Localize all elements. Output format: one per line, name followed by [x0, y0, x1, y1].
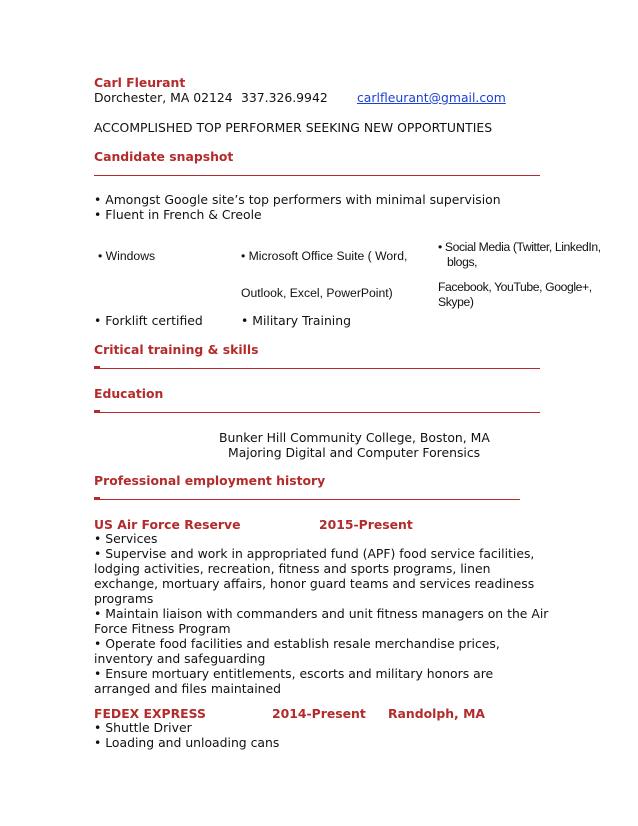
training-heading: Critical training & skills — [94, 342, 259, 357]
job-bullet: • Loading and unloading cans — [94, 735, 280, 750]
job-bullet: • Operate food facilities and establish resale merchandise prices, inventory and safeguarding — [94, 636, 500, 666]
snapshot-item: • Fluent in French & Creole — [94, 207, 262, 222]
job-bullet: • Shuttle Driver — [94, 720, 192, 735]
email-link[interactable]: carlfleurant@gmail.com — [357, 90, 506, 105]
job-bullet: • Supervise and work in appropriated fund (APF) food service facilities, lodging activities, recreation, fitness and sports programs, linen exchange, mortuary affairs, honor guard teams and services readiness programs — [94, 546, 535, 606]
job-employer: FEDEX EXPRESS — [94, 706, 206, 721]
objective-statement: ACCOMPLISHED TOP PERFORMER SEEKING NEW OPPORTUNTIES — [94, 120, 493, 135]
skill-windows: • Windows — [98, 249, 156, 263]
snapshot-divider — [94, 175, 540, 176]
skill-social-line4: Skype) — [438, 295, 474, 309]
address: Dorchester, MA 02124 — [94, 90, 233, 105]
skill-social-line2: blogs, — [447, 255, 478, 269]
education-divider — [94, 412, 540, 413]
skill-military: • Military Training — [241, 313, 351, 328]
job-bullets — [94, 531, 549, 696]
snapshot-heading: Candidate snapshot — [94, 149, 234, 164]
skill-forklift: • Forklift certified — [94, 313, 203, 328]
employment-heading: Professional employment history — [94, 473, 326, 488]
job-dates: 2014-Present — [272, 706, 366, 721]
snapshot-item: • Amongst Google site’s top performers with minimal supervision — [94, 192, 501, 207]
candidate-name: Carl Fleurant — [94, 75, 186, 90]
phone-number: 337.326.9942 — [241, 90, 328, 105]
education-heading: Education — [94, 386, 164, 401]
skill-office-line1: • Microsoft Office Suite ( Word, — [241, 249, 408, 263]
job-bullet: • Maintain liaison with commanders and unit fitness managers on the Air Force Fitness Program — [94, 606, 549, 636]
education-major: Majoring Digital and Computer Forensics — [228, 445, 481, 460]
job-dates: 2015-Present — [319, 517, 413, 532]
skill-social-media — [438, 240, 618, 310]
education-school: Bunker Hill Community College, Boston, MA — [219, 430, 490, 445]
job-location: Randolph, MA — [388, 706, 485, 721]
employment-divider — [94, 499, 520, 500]
training-divider — [94, 368, 540, 369]
skill-office-line2: Outlook, Excel, PowerPoint) — [241, 286, 393, 300]
job-bullet: • Services — [94, 531, 158, 546]
job-employer: US Air Force Reserve — [94, 517, 241, 532]
skill-social-line1: • Social Media (Twitter, LinkedIn, — [438, 240, 601, 254]
job-bullet: • Ensure mortuary entitlements, escorts and military honors are arranged and files maintained — [94, 666, 494, 696]
skill-social-line3: Facebook, YouTube, Google+, — [438, 280, 592, 294]
